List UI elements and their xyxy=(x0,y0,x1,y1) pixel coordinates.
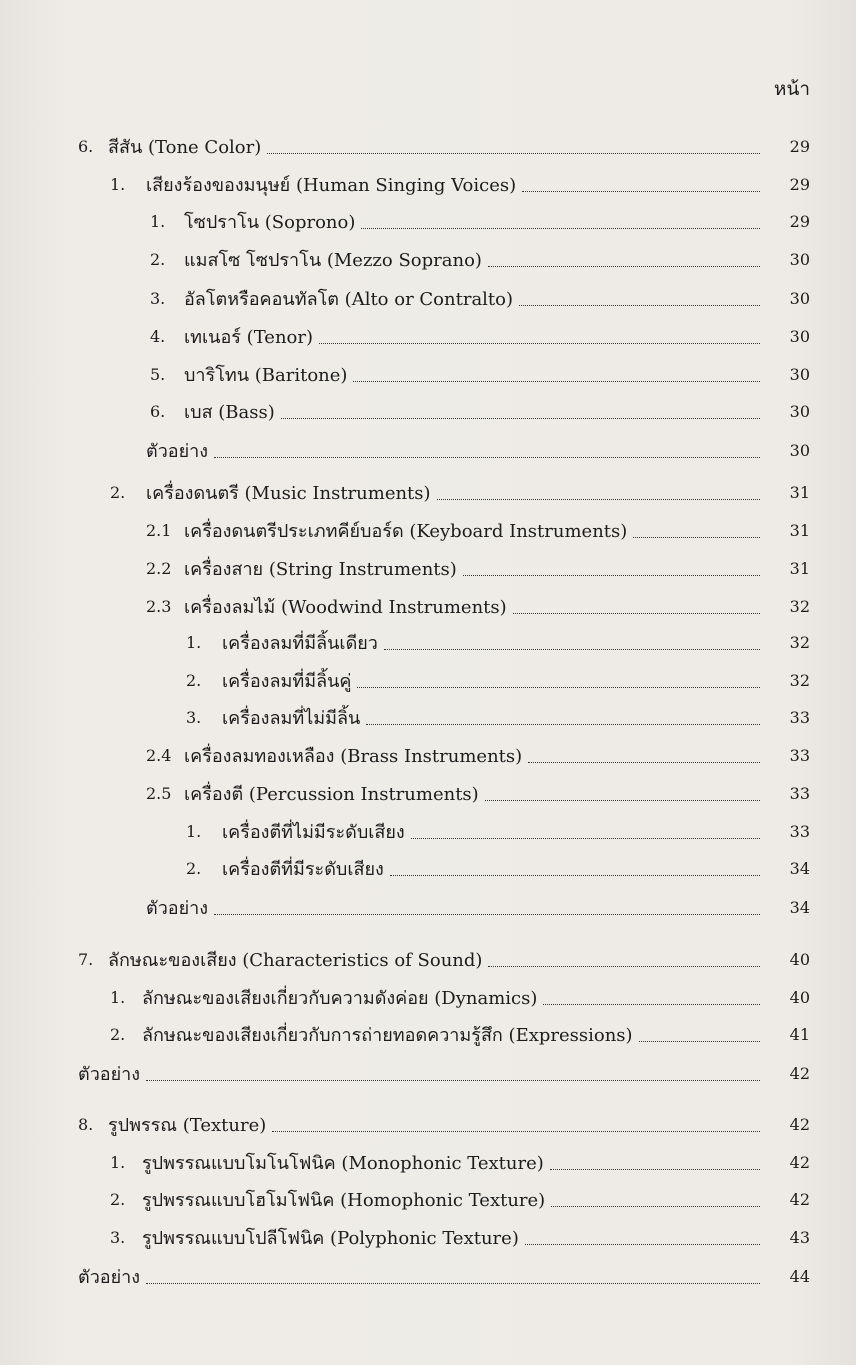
toc-entry-page-number: 42 xyxy=(789,1115,810,1134)
toc-entry-title: เครื่องตี (Percussion Instruments) xyxy=(184,783,479,805)
toc-entry-page-number: 30 xyxy=(789,289,810,308)
toc-entry xyxy=(110,1181,766,1217)
toc-entry-number: 8. xyxy=(78,1114,94,1134)
toc-entry-title: รูปพรรณแบบโมโนโฟนิค (Monophonic Texture) xyxy=(142,1152,544,1174)
toc-entry-title: เครื่องตีที่ไม่มีระดับเสียง xyxy=(222,821,405,843)
toc-entry-page-number: 30 xyxy=(789,441,810,460)
dot-leader xyxy=(550,1169,760,1170)
toc-entry-title: รูปพรรณ (Texture) xyxy=(108,1114,267,1136)
toc-entry-page-number: 34 xyxy=(789,898,810,917)
toc-entry-page-number: 44 xyxy=(789,1267,810,1286)
toc-entry-page-number: 34 xyxy=(789,859,810,878)
toc-entry-title: เครื่องลมที่ไม่มีลิ้น xyxy=(222,707,361,729)
toc-entry-page-number: 43 xyxy=(789,1228,810,1247)
toc-entry-title: โซปราโน (Soprono) xyxy=(184,211,356,233)
dot-leader xyxy=(639,1041,760,1042)
toc-entry xyxy=(186,813,766,849)
toc-entry-title: เทเนอร์ (Tenor) xyxy=(184,326,314,348)
toc-entry-title: เครื่องดนตรี (Music Instruments) xyxy=(146,482,431,504)
toc-entry-title: อัลโตหรือคอนทัลโต (Alto or Contralto) xyxy=(184,288,514,310)
toc-entry-page-number: 33 xyxy=(789,746,810,765)
toc-entry xyxy=(186,624,766,660)
toc-entry xyxy=(78,1055,766,1091)
dot-leader xyxy=(411,838,760,839)
toc-entry-number: 2. xyxy=(150,249,166,269)
dot-leader xyxy=(214,457,760,458)
toc-entry-title: แมสโซ โซปราโน (Mezzo Soprano) xyxy=(184,249,482,271)
toc-entry xyxy=(110,1016,766,1052)
toc-entry-title: เครื่องตีที่มีระดับเสียง xyxy=(222,858,384,880)
dot-leader xyxy=(525,1244,760,1245)
dot-leader xyxy=(353,381,760,382)
dot-leader xyxy=(522,191,760,192)
dot-leader xyxy=(267,153,760,154)
toc-entry-title: เครื่องลมที่มีลิ้นเดียว xyxy=(222,632,378,654)
toc-entry-number: 2. xyxy=(110,1189,126,1209)
dot-leader xyxy=(384,649,760,650)
toc-entry-number: 2. xyxy=(186,858,202,878)
toc-entry-number: 3. xyxy=(110,1227,126,1247)
toc-entry-page-number: 32 xyxy=(789,633,810,652)
toc-entry xyxy=(150,393,766,429)
toc-entry-page-number: 31 xyxy=(789,483,810,502)
toc-entry xyxy=(146,737,766,773)
dot-leader xyxy=(513,613,760,614)
dot-leader xyxy=(488,266,760,267)
page-column-heading: หน้า xyxy=(773,78,810,100)
toc-entry-title: ตัวอย่าง xyxy=(78,1266,141,1288)
toc-entry xyxy=(78,941,766,977)
toc-entry-number: 1. xyxy=(150,211,166,231)
toc-entry xyxy=(110,1219,766,1255)
dot-leader xyxy=(272,1131,760,1132)
toc-entry-page-number: 30 xyxy=(789,402,810,421)
toc-entry-number: 2. xyxy=(110,482,126,502)
toc-entry-title: ลักษณะของเสียง (Characteristics of Sound) xyxy=(108,949,483,971)
toc-entry xyxy=(186,699,766,735)
toc-entry-page-number: 42 xyxy=(789,1153,810,1172)
dot-leader xyxy=(463,575,760,576)
toc-entry xyxy=(150,356,766,392)
dot-leader xyxy=(437,499,760,500)
toc-entry-title: รูปพรรณแบบโปลีโฟนิค (Polyphonic Texture) xyxy=(142,1227,519,1249)
toc-entry-page-number: 32 xyxy=(789,671,810,690)
toc-entry-number: 3. xyxy=(150,288,166,308)
toc-entry-number: 4. xyxy=(150,326,166,346)
dot-leader xyxy=(633,537,760,538)
toc-entry-number: 3. xyxy=(186,707,202,727)
toc-entry xyxy=(146,512,766,548)
toc-entry-number: 1. xyxy=(186,632,202,652)
toc-entry-page-number: 42 xyxy=(789,1190,810,1209)
toc-entry-page-number: 30 xyxy=(789,327,810,346)
toc-entry-title: เครื่องดนตรีประเภทคีย์บอร์ด (Keyboard Instruments) xyxy=(184,520,628,542)
toc-entry-number: 2. xyxy=(186,670,202,690)
toc-entry-title: ตัวอย่าง xyxy=(146,897,209,919)
dot-leader xyxy=(519,305,760,306)
toc-entry-page-number: 33 xyxy=(789,822,810,841)
toc-entry xyxy=(146,775,766,811)
toc-entry-page-number: 31 xyxy=(789,559,810,578)
toc-entry-title: เครื่องสาย (String Instruments) xyxy=(184,558,457,580)
dot-leader xyxy=(357,687,760,688)
toc-entry-page-number: 30 xyxy=(789,365,810,384)
toc-entry-number: 2.5 xyxy=(146,783,172,803)
toc-entry-page-number: 32 xyxy=(789,597,810,616)
toc-entry-page-number: 29 xyxy=(789,175,810,194)
dot-leader xyxy=(366,724,760,725)
dot-leader xyxy=(528,762,760,763)
dot-leader xyxy=(543,1004,760,1005)
toc-entry-page-number: 40 xyxy=(789,988,810,1007)
toc-entry-title: ลักษณะของเสียงเกี่ยวกับความดังค่อย (Dynamics) xyxy=(142,987,538,1009)
toc-entry xyxy=(110,166,766,202)
toc-entry-page-number: 29 xyxy=(789,212,810,231)
toc-entry-page-number: 30 xyxy=(789,250,810,269)
toc-entry-number: 1. xyxy=(110,1152,126,1172)
toc-entry xyxy=(150,203,766,239)
toc-entry xyxy=(110,1144,766,1180)
toc-entry-title: เสียงร้องของมนุษย์ (Human Singing Voices) xyxy=(146,174,517,196)
toc-entry-number: 2.4 xyxy=(146,745,172,765)
toc-entry-page-number: 29 xyxy=(789,137,810,156)
toc-entry xyxy=(78,128,766,164)
toc-entry-number: 6. xyxy=(78,136,94,156)
toc-entry xyxy=(146,432,766,468)
toc-entry xyxy=(78,1106,766,1142)
toc-entry-number: 2. xyxy=(110,1024,126,1044)
toc-entry xyxy=(186,662,766,698)
toc-entry-title: เครื่องลมทองเหลือง (Brass Instruments) xyxy=(184,745,523,767)
toc-entry-page-number: 31 xyxy=(789,521,810,540)
toc-entry xyxy=(110,474,766,510)
toc-entry-page-number: 40 xyxy=(789,950,810,969)
toc-entry-title: รูปพรรณแบบโฮโมโฟนิค (Homophonic Texture) xyxy=(142,1189,546,1211)
toc-entry xyxy=(150,280,766,316)
dot-leader xyxy=(146,1080,760,1081)
toc-entry-title: เบส (Bass) xyxy=(184,401,275,423)
toc-entry-number: 7. xyxy=(78,949,94,969)
dot-leader xyxy=(146,1283,760,1284)
toc-entry-number: 1. xyxy=(110,987,126,1007)
toc-entry xyxy=(186,850,766,886)
toc-entry-page-number: 42 xyxy=(789,1064,810,1083)
toc-entry-number: 6. xyxy=(150,401,166,421)
toc-entry-number: 1. xyxy=(186,821,202,841)
dot-leader xyxy=(488,966,760,967)
toc-entry xyxy=(146,588,766,624)
toc-entry xyxy=(146,550,766,586)
toc-entry-title: ตัวอย่าง xyxy=(146,440,209,462)
dot-leader xyxy=(390,875,760,876)
toc-entry-page-number: 41 xyxy=(789,1025,810,1044)
toc-entry-title: สีสัน (Tone Color) xyxy=(108,136,262,158)
toc-entry xyxy=(150,241,766,277)
toc-entry xyxy=(150,318,766,354)
toc-entry-number: 2.1 xyxy=(146,520,172,540)
toc-entry xyxy=(146,889,766,925)
toc-entry-page-number: 33 xyxy=(789,708,810,727)
dot-leader xyxy=(214,914,760,915)
toc-entry-page-number: 33 xyxy=(789,784,810,803)
toc-entry-number: 2.2 xyxy=(146,558,172,578)
dot-leader xyxy=(281,418,760,419)
toc-entry xyxy=(110,979,766,1015)
dot-leader xyxy=(319,343,760,344)
toc-entry-number: 1. xyxy=(110,174,126,194)
toc-entry-title: บาริโทน (Baritone) xyxy=(184,364,348,386)
dot-leader xyxy=(485,800,760,801)
toc-entry-title: เครื่องลมที่มีลิ้นคู่ xyxy=(222,670,352,692)
toc-entry-title: ลักษณะของเสียงเกี่ยวกับการถ่ายทอดความรู้สึก (Expressions) xyxy=(142,1024,633,1046)
toc-entry-number: 2.3 xyxy=(146,596,172,616)
dot-leader xyxy=(551,1206,760,1207)
toc-entry-title: ตัวอย่าง xyxy=(78,1063,141,1085)
toc-entry xyxy=(78,1258,766,1294)
toc-entry-number: 5. xyxy=(150,364,166,384)
dot-leader xyxy=(361,228,760,229)
toc-entry-title: เครื่องลมไม้ (Woodwind Instruments) xyxy=(184,596,507,618)
